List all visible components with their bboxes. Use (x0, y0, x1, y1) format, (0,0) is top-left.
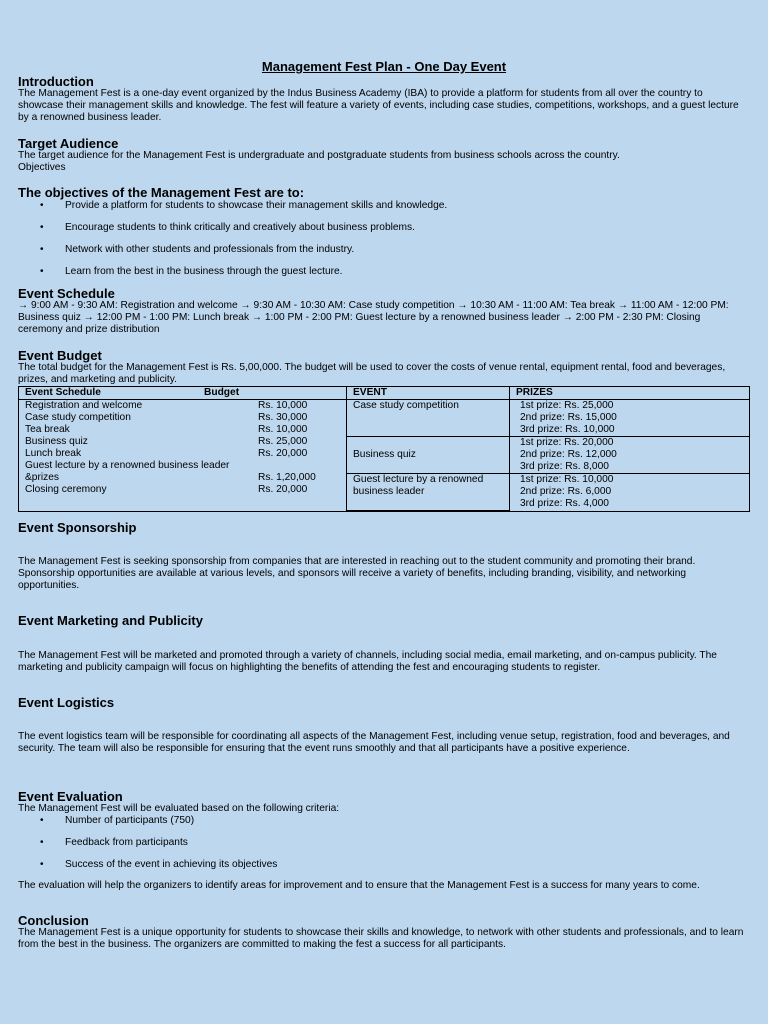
schedule-row (25, 448, 340, 460)
target-audience-text: The target audience for the Management Fest is undergraduate and postgraduate students from business schools across the country. (18, 150, 620, 161)
schedule-heading: Event Schedule (18, 286, 115, 301)
objectives-label: Objectives (18, 162, 66, 173)
schedule-budget-cell (19, 400, 347, 512)
schedule-item: Guest lecture by a renowned business leader (25, 460, 230, 471)
schedule-row (25, 484, 340, 496)
event-prizes (510, 474, 750, 511)
event-name: Guest lecture by a renowned business leader (347, 474, 510, 511)
schedule-amount (258, 460, 340, 472)
budget-table-body (19, 400, 750, 512)
sponsorship-heading: Event Sponsorship (18, 520, 137, 535)
bullet-item: • Success of the event in achieving its objectives (18, 859, 277, 871)
header-prizes: PRIZES (510, 387, 750, 400)
event-prize-row (347, 400, 749, 437)
conclusion-heading: Conclusion (18, 913, 89, 928)
schedule-item: Case study competition (25, 412, 131, 423)
evaluation-text: The evaluation will help the organizers to identify areas for improvement and to ensure that the Management Fest is a success for many years to come. (18, 880, 700, 891)
schedule-item: &prizes (25, 472, 59, 483)
bullet-item: • Provide a platform for students to showcase their management skills and knowledge. (18, 200, 447, 212)
bullet-item: • Feedback from participants (18, 837, 277, 849)
schedule-amount: Rs. 10,000 (258, 424, 308, 435)
schedule-row (25, 436, 340, 448)
evaluation-heading: Event Evaluation (18, 789, 123, 804)
header-event-schedule: Event Schedule Budget (19, 387, 347, 400)
prize-line: 1st prize: Rs. 10,000 (520, 474, 614, 485)
bullet-item: • Number of participants (750) (18, 815, 277, 827)
schedule-amount: Rs. 30,000 (258, 412, 308, 423)
objectives-heading: The objectives of the Management Fest are to: (18, 185, 305, 200)
event-name: Case study competition (347, 400, 510, 437)
budget-table-header (19, 387, 750, 400)
event-prizes (510, 437, 750, 474)
sponsorship-text: The Management Fest is seeking sponsorship from companies that are interested in reaching out to the student community and promoting their brand. Sponsorship opportunities are available at various levels, and sponsors will receive a variety of benefits, including branding, visibility, and networking opportunities. (18, 556, 696, 591)
schedule-amount: Rs. 1,20,000 (258, 472, 316, 483)
schedule-amount: Rs. 20,000 (258, 448, 308, 459)
prize-line: 3rd prize: Rs. 4,000 (520, 498, 609, 509)
schedule-amount: Rs. 25,000 (258, 436, 308, 447)
evaluation-criteria-list (18, 815, 277, 881)
budget-heading: Event Budget (18, 348, 102, 363)
target-audience-heading: Target Audience (18, 136, 119, 151)
evaluation-intro: The Management Fest will be evaluated based on the following criteria: (18, 803, 340, 814)
event-name: Business quiz (347, 437, 510, 474)
introduction-heading: Introduction (18, 74, 94, 89)
header-event: EVENT (347, 387, 510, 400)
events-prizes-cell (347, 400, 750, 512)
budget-text: The total budget for the Management Fest is Rs. 5,00,000. The budget will be used to cover the costs of venue rental, equipment rental, food and beverages, prizes, and marketing and publicity. (18, 362, 726, 385)
schedule-amount: Rs. 20,000 (258, 484, 308, 495)
objectives-list (18, 200, 447, 288)
prize-line: 2nd prize: Rs. 12,000 (520, 449, 617, 460)
prize-line: 1st prize: Rs. 20,000 (520, 437, 614, 448)
bullet-item: • Encourage students to think critically and creatively about business problems. (18, 222, 447, 234)
schedule-item: Tea break (25, 424, 70, 435)
schedule-row (25, 424, 340, 436)
marketing-heading: Event Marketing and Publicity (18, 613, 203, 628)
prize-line: 3rd prize: Rs. 10,000 (520, 424, 615, 435)
schedule-row (25, 460, 340, 472)
schedule-row (25, 400, 340, 412)
event-prize-row (347, 474, 749, 511)
schedule-text: → 9:00 AM - 9:30 AM: Registration and welcome → 9:30 AM - 10:30 AM: Case study competition → 10:30 AM - 11:00 AM: Tea break → 11:00 AM - 12:00 PM: Business quiz → 12:00 PM - 1:00 PM: Lunch break → 1:00 PM - 2:00 PM: Guest lecture by a renowned business leader → 2:00 PM - 2:30 PM: Closing ceremony and prize distribution (18, 300, 729, 335)
schedule-row (25, 472, 340, 484)
prize-line: 1st prize: Rs. 25,000 (520, 400, 614, 411)
logistics-text: The event logistics team will be responsible for coordinating all aspects of the Management Fest, including venue setup, registration, food and beverages, and security. The team will also be responsible for ensuring that the event runs smoothly and that all participants have a positive experience. (18, 731, 730, 754)
bullet-item: • Learn from the best in the business through the guest lecture. (18, 266, 447, 278)
bullet-item: • Network with other students and professionals from the industry. (18, 244, 447, 256)
prize-line: 3rd prize: Rs. 8,000 (520, 461, 609, 472)
schedule-row (25, 412, 340, 424)
logistics-heading: Event Logistics (18, 695, 115, 710)
schedule-item: Closing ceremony (25, 484, 107, 495)
schedule-item: Registration and welcome (25, 400, 143, 411)
schedule-amount: Rs. 10,000 (258, 400, 308, 411)
schedule-item: Lunch break (25, 448, 82, 459)
prize-line: 2nd prize: Rs. 15,000 (520, 412, 617, 423)
budget-table (18, 386, 750, 512)
marketing-text: The Management Fest will be marketed and promoted through a variety of channels, including social media, email marketing, and on-campus publicity. The marketing and publicity campaign will focus on highlighting the benefits of attending the fest and encouraging students to register. (18, 650, 717, 673)
conclusion-text: The Management Fest is a unique opportunity for students to showcase their skills and knowledge, to network with other students and professionals, and to learn from the best in the business. The organizers are committed to making the fest a success for all participants. (18, 927, 744, 950)
introduction-text: The Management Fest is a one-day event organized by the Indus Business Academy (IBA) to provide a platform for students from all over the country to showcase their management skills and knowledge. The fest will feature a variety of events, including case studies, competitions, workshops, and a guest lecture by a renowned business leader. (18, 88, 739, 123)
prize-line: 2nd prize: Rs. 6,000 (520, 486, 612, 497)
schedule-item: Business quiz (25, 436, 88, 447)
event-prize-row (347, 437, 749, 474)
document-title: Management Fest Plan - One Day Event (261, 59, 507, 74)
event-prizes (510, 400, 750, 437)
